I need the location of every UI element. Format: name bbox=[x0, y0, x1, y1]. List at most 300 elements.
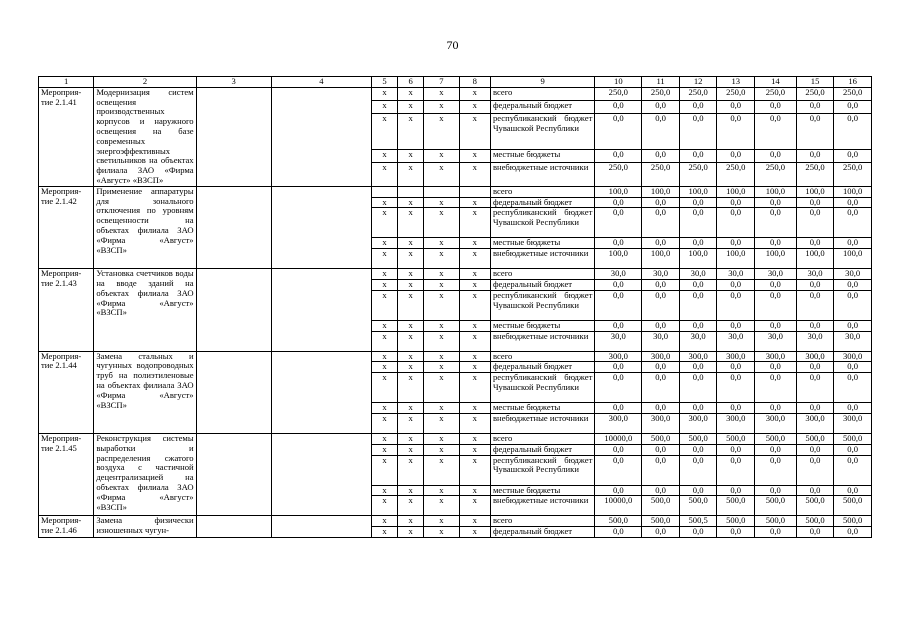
amount-cell: 100,0 bbox=[679, 249, 717, 269]
amount-cell: 0,0 bbox=[834, 113, 872, 149]
code-cell: x bbox=[398, 208, 424, 238]
amount-cell: 0,0 bbox=[796, 208, 834, 238]
funding-source: федеральный бюджет bbox=[490, 527, 594, 538]
code-cell: x bbox=[459, 496, 490, 516]
amount-cell: 0,0 bbox=[642, 403, 680, 414]
code-cell: x bbox=[424, 113, 459, 149]
amount-cell: 500,0 bbox=[679, 433, 717, 444]
empty-cell bbox=[196, 269, 271, 351]
amount-cell: 0,0 bbox=[595, 279, 642, 290]
amount-cell: 500,0 bbox=[717, 433, 755, 444]
amount-cell: 0,0 bbox=[717, 238, 755, 249]
measure-description: Модернизация систем освещения производственных корпусов и наружного освещения на базе современных энергоэффективных светильников на объектах филиала ЗАО «Фирма «Август» «ВЗСП» bbox=[94, 87, 196, 186]
amount-cell: 30,0 bbox=[717, 269, 755, 280]
funding-source: внебюджетные источники bbox=[490, 496, 594, 516]
funding-source: республиканский бюджет Чувашской Республики bbox=[490, 113, 594, 149]
amount-cell: 0,0 bbox=[796, 290, 834, 320]
code-cell: x bbox=[371, 527, 397, 538]
amount-cell: 0,0 bbox=[796, 444, 834, 455]
code-cell: x bbox=[371, 149, 397, 162]
amount-cell: 500,0 bbox=[717, 516, 755, 527]
code-cell: x bbox=[459, 279, 490, 290]
code-cell: x bbox=[424, 87, 459, 100]
code-cell: x bbox=[398, 249, 424, 269]
amount-cell: 500,0 bbox=[796, 496, 834, 516]
amount-cell: 0,0 bbox=[679, 403, 717, 414]
amount-cell: 0,0 bbox=[717, 208, 755, 238]
amount-cell: 100,0 bbox=[717, 186, 755, 197]
amount-cell: 250,0 bbox=[595, 87, 642, 100]
funding-source: местные бюджеты bbox=[490, 403, 594, 414]
amount-cell: 0,0 bbox=[755, 362, 797, 373]
amount-cell: 300,0 bbox=[679, 413, 717, 433]
amount-cell: 0,0 bbox=[755, 455, 797, 485]
amount-cell: 0,0 bbox=[717, 290, 755, 320]
code-cell: x bbox=[424, 197, 459, 208]
amount-cell: 0,0 bbox=[679, 455, 717, 485]
column-number: 12 bbox=[679, 77, 717, 88]
amount-cell: 100,0 bbox=[595, 249, 642, 269]
funding-source: федеральный бюджет bbox=[490, 444, 594, 455]
amount-cell: 0,0 bbox=[679, 527, 717, 538]
code-cell: x bbox=[371, 351, 397, 362]
amount-cell: 30,0 bbox=[642, 331, 680, 351]
amount-cell: 0,0 bbox=[595, 238, 642, 249]
funding-table bbox=[38, 76, 872, 538]
amount-cell: 0,0 bbox=[796, 238, 834, 249]
amount-cell: 500,0 bbox=[642, 433, 680, 444]
amount-cell: 0,0 bbox=[679, 279, 717, 290]
column-number: 4 bbox=[271, 77, 371, 88]
amount-cell: 0,0 bbox=[642, 527, 680, 538]
amount-cell: 250,0 bbox=[796, 87, 834, 100]
code-cell: x bbox=[371, 279, 397, 290]
amount-cell: 0,0 bbox=[595, 149, 642, 162]
code-cell: x bbox=[424, 433, 459, 444]
column-number: 15 bbox=[796, 77, 834, 88]
amount-cell: 500,0 bbox=[834, 433, 872, 444]
amount-cell: 0,0 bbox=[642, 455, 680, 485]
amount-cell: 0,0 bbox=[717, 362, 755, 373]
code-cell: x bbox=[371, 208, 397, 238]
code-cell: x bbox=[398, 433, 424, 444]
amount-cell: 100,0 bbox=[679, 186, 717, 197]
code-cell: x bbox=[424, 444, 459, 455]
amount-cell: 0,0 bbox=[755, 197, 797, 208]
code-cell: x bbox=[371, 249, 397, 269]
code-cell: x bbox=[371, 433, 397, 444]
code-cell: x bbox=[371, 269, 397, 280]
empty-cell bbox=[271, 269, 371, 351]
measure-code: Мероприя-тие 2.1.43 bbox=[39, 269, 94, 351]
code-cell: x bbox=[424, 351, 459, 362]
funding-source: всего bbox=[490, 351, 594, 362]
code-cell: x bbox=[459, 403, 490, 414]
amount-cell: 300,0 bbox=[679, 351, 717, 362]
code-cell: x bbox=[371, 362, 397, 373]
code-cell: x bbox=[398, 197, 424, 208]
amount-cell: 0,0 bbox=[642, 279, 680, 290]
code-cell: x bbox=[424, 162, 459, 186]
code-cell: x bbox=[398, 279, 424, 290]
column-number: 10 bbox=[595, 77, 642, 88]
code-cell: x bbox=[459, 455, 490, 485]
column-number: 9 bbox=[490, 77, 594, 88]
code-cell: x bbox=[398, 455, 424, 485]
measure-code: Мероприя-тие 2.1.41 bbox=[39, 87, 94, 186]
code-cell bbox=[459, 186, 490, 197]
amount-cell: 0,0 bbox=[755, 320, 797, 331]
amount-cell: 0,0 bbox=[834, 279, 872, 290]
code-cell: x bbox=[371, 87, 397, 100]
amount-cell: 100,0 bbox=[755, 186, 797, 197]
amount-cell: 30,0 bbox=[755, 269, 797, 280]
code-cell: x bbox=[398, 351, 424, 362]
column-number: 8 bbox=[459, 77, 490, 88]
amount-cell: 0,0 bbox=[755, 279, 797, 290]
amount-cell: 0,0 bbox=[834, 455, 872, 485]
amount-cell: 0,0 bbox=[642, 362, 680, 373]
code-cell: x bbox=[371, 100, 397, 113]
amount-cell: 0,0 bbox=[595, 373, 642, 403]
amount-cell: 100,0 bbox=[642, 186, 680, 197]
funding-source: внебюджетные источники bbox=[490, 249, 594, 269]
code-cell bbox=[398, 186, 424, 197]
code-cell: x bbox=[424, 249, 459, 269]
amount-cell: 0,0 bbox=[642, 238, 680, 249]
amount-cell: 250,0 bbox=[755, 162, 797, 186]
code-cell: x bbox=[459, 87, 490, 100]
amount-cell: 0,0 bbox=[834, 149, 872, 162]
amount-cell: 0,0 bbox=[834, 403, 872, 414]
table-row bbox=[39, 186, 872, 197]
amount-cell: 0,0 bbox=[679, 238, 717, 249]
code-cell: x bbox=[459, 527, 490, 538]
amount-cell: 0,0 bbox=[834, 197, 872, 208]
empty-cell bbox=[196, 87, 271, 186]
amount-cell: 0,0 bbox=[642, 113, 680, 149]
code-cell: x bbox=[398, 403, 424, 414]
amount-cell: 0,0 bbox=[796, 279, 834, 290]
amount-cell: 500,0 bbox=[595, 516, 642, 527]
code-cell: x bbox=[459, 162, 490, 186]
amount-cell: 100,0 bbox=[717, 249, 755, 269]
amount-cell: 0,0 bbox=[755, 100, 797, 113]
amount-cell: 300,0 bbox=[717, 413, 755, 433]
code-cell: x bbox=[459, 320, 490, 331]
column-number: 2 bbox=[94, 77, 196, 88]
amount-cell: 0,0 bbox=[796, 485, 834, 496]
empty-cell bbox=[196, 516, 271, 538]
amount-cell: 0,0 bbox=[595, 403, 642, 414]
code-cell: x bbox=[371, 320, 397, 331]
code-cell: x bbox=[398, 149, 424, 162]
code-cell: x bbox=[459, 351, 490, 362]
amount-cell: 0,0 bbox=[796, 362, 834, 373]
amount-cell: 0,0 bbox=[796, 373, 834, 403]
table-row bbox=[39, 269, 872, 280]
code-cell: x bbox=[398, 373, 424, 403]
code-cell: x bbox=[424, 208, 459, 238]
amount-cell: 0,0 bbox=[755, 485, 797, 496]
funding-source: местные бюджеты bbox=[490, 485, 594, 496]
empty-cell bbox=[271, 433, 371, 515]
column-number: 11 bbox=[642, 77, 680, 88]
amount-cell: 0,0 bbox=[796, 527, 834, 538]
amount-cell: 0,0 bbox=[642, 373, 680, 403]
amount-cell: 500,0 bbox=[834, 516, 872, 527]
amount-cell: 500,0 bbox=[755, 496, 797, 516]
code-cell: x bbox=[424, 496, 459, 516]
amount-cell: 0,0 bbox=[679, 100, 717, 113]
code-cell: x bbox=[371, 444, 397, 455]
amount-cell: 0,0 bbox=[595, 455, 642, 485]
amount-cell: 0,0 bbox=[679, 290, 717, 320]
amount-cell: 0,0 bbox=[595, 290, 642, 320]
amount-cell: 500,0 bbox=[642, 496, 680, 516]
code-cell: x bbox=[371, 485, 397, 496]
funding-source: федеральный бюджет bbox=[490, 100, 594, 113]
code-cell: x bbox=[398, 362, 424, 373]
amount-cell: 0,0 bbox=[595, 444, 642, 455]
amount-cell: 0,0 bbox=[595, 527, 642, 538]
column-number: 3 bbox=[196, 77, 271, 88]
amount-cell: 0,0 bbox=[717, 149, 755, 162]
code-cell: x bbox=[424, 331, 459, 351]
funding-source: всего bbox=[490, 433, 594, 444]
funding-source: федеральный бюджет bbox=[490, 279, 594, 290]
amount-cell: 500,0 bbox=[755, 516, 797, 527]
code-cell: x bbox=[371, 496, 397, 516]
funding-source: республиканский бюджет Чувашской Республики bbox=[490, 208, 594, 238]
amount-cell: 500,5 bbox=[679, 516, 717, 527]
code-cell: x bbox=[424, 100, 459, 113]
code-cell: x bbox=[459, 485, 490, 496]
amount-cell: 300,0 bbox=[642, 413, 680, 433]
code-cell: x bbox=[371, 197, 397, 208]
column-number: 6 bbox=[398, 77, 424, 88]
amount-cell: 0,0 bbox=[679, 149, 717, 162]
code-cell: x bbox=[424, 279, 459, 290]
code-cell: x bbox=[398, 290, 424, 320]
code-cell: x bbox=[371, 238, 397, 249]
code-cell: x bbox=[398, 413, 424, 433]
code-cell: x bbox=[424, 269, 459, 280]
amount-cell: 0,0 bbox=[834, 238, 872, 249]
empty-cell bbox=[271, 351, 371, 433]
funding-source: местные бюджеты bbox=[490, 149, 594, 162]
amount-cell: 30,0 bbox=[755, 331, 797, 351]
empty-cell bbox=[271, 516, 371, 538]
amount-cell: 0,0 bbox=[755, 290, 797, 320]
amount-cell: 0,0 bbox=[717, 485, 755, 496]
code-cell: x bbox=[459, 149, 490, 162]
amount-cell: 0,0 bbox=[796, 100, 834, 113]
code-cell bbox=[371, 186, 397, 197]
amount-cell: 0,0 bbox=[595, 113, 642, 149]
amount-cell: 30,0 bbox=[796, 331, 834, 351]
code-cell: x bbox=[459, 413, 490, 433]
amount-cell: 0,0 bbox=[755, 444, 797, 455]
measure-description: Применение аппаратуры для зонального отключения по уровням освещенности на объектах филиала ЗАО «Фирма «Август» «ВЗСП» bbox=[94, 186, 196, 268]
table-row bbox=[39, 433, 872, 444]
amount-cell: 100,0 bbox=[834, 249, 872, 269]
amount-cell: 30,0 bbox=[717, 331, 755, 351]
amount-cell: 30,0 bbox=[595, 269, 642, 280]
amount-cell: 30,0 bbox=[796, 269, 834, 280]
table-row bbox=[39, 351, 872, 362]
amount-cell: 0,0 bbox=[642, 100, 680, 113]
code-cell: x bbox=[371, 516, 397, 527]
amount-cell: 500,0 bbox=[796, 516, 834, 527]
amount-cell: 0,0 bbox=[717, 279, 755, 290]
funding-source: всего bbox=[490, 186, 594, 197]
code-cell: x bbox=[459, 269, 490, 280]
funding-source: внебюджетные источники bbox=[490, 162, 594, 186]
code-cell: x bbox=[424, 403, 459, 414]
measure-description: Реконструкция системы выработки и распределения сжатого воздуха с частичной децентрализацией на объектах филиала ЗАО «Фирма «Август» «ВЗСП» bbox=[94, 433, 196, 515]
amount-cell: 100,0 bbox=[642, 249, 680, 269]
amount-cell: 0,0 bbox=[679, 197, 717, 208]
code-cell: x bbox=[424, 516, 459, 527]
amount-cell: 0,0 bbox=[796, 455, 834, 485]
code-cell: x bbox=[424, 238, 459, 249]
column-number-row bbox=[39, 77, 872, 88]
amount-cell: 300,0 bbox=[595, 351, 642, 362]
amount-cell: 0,0 bbox=[642, 485, 680, 496]
amount-cell: 0,0 bbox=[834, 320, 872, 331]
amount-cell: 300,0 bbox=[755, 413, 797, 433]
amount-cell: 0,0 bbox=[595, 197, 642, 208]
amount-cell: 0,0 bbox=[717, 320, 755, 331]
code-cell: x bbox=[459, 249, 490, 269]
code-cell: x bbox=[459, 444, 490, 455]
amount-cell: 0,0 bbox=[717, 197, 755, 208]
amount-cell: 250,0 bbox=[796, 162, 834, 186]
code-cell: x bbox=[398, 527, 424, 538]
code-cell: x bbox=[459, 290, 490, 320]
empty-cell bbox=[271, 87, 371, 186]
amount-cell: 0,0 bbox=[796, 403, 834, 414]
measure-code: Мероприя-тие 2.1.42 bbox=[39, 186, 94, 268]
amount-cell: 0,0 bbox=[834, 290, 872, 320]
amount-cell: 0,0 bbox=[679, 444, 717, 455]
measure-description: Установка счетчиков воды на вводе зданий на объектах филиала ЗАО «Фирма «Август» «ВЗСП» bbox=[94, 269, 196, 351]
amount-cell: 300,0 bbox=[834, 351, 872, 362]
amount-cell: 300,0 bbox=[755, 351, 797, 362]
amount-cell: 0,0 bbox=[755, 373, 797, 403]
funding-source: республиканский бюджет Чувашской Республики bbox=[490, 455, 594, 485]
measure-code: Мероприя-тие 2.1.44 bbox=[39, 351, 94, 433]
amount-cell: 0,0 bbox=[679, 208, 717, 238]
column-number: 13 bbox=[717, 77, 755, 88]
table-row bbox=[39, 516, 872, 527]
amount-cell: 0,0 bbox=[679, 362, 717, 373]
amount-cell: 100,0 bbox=[595, 186, 642, 197]
amount-cell: 0,0 bbox=[717, 113, 755, 149]
amount-cell: 10000,0 bbox=[595, 496, 642, 516]
code-cell: x bbox=[398, 320, 424, 331]
amount-cell: 500,0 bbox=[796, 433, 834, 444]
amount-cell: 0,0 bbox=[717, 444, 755, 455]
amount-cell: 30,0 bbox=[834, 269, 872, 280]
amount-cell: 100,0 bbox=[796, 249, 834, 269]
code-cell: x bbox=[371, 403, 397, 414]
code-cell: x bbox=[424, 455, 459, 485]
code-cell: x bbox=[424, 373, 459, 403]
amount-cell: 0,0 bbox=[834, 444, 872, 455]
amount-cell: 300,0 bbox=[595, 413, 642, 433]
amount-cell: 0,0 bbox=[679, 485, 717, 496]
amount-cell: 300,0 bbox=[834, 413, 872, 433]
amount-cell: 0,0 bbox=[642, 197, 680, 208]
amount-cell: 0,0 bbox=[717, 527, 755, 538]
empty-cell bbox=[196, 433, 271, 515]
code-cell: x bbox=[371, 373, 397, 403]
amount-cell: 0,0 bbox=[595, 485, 642, 496]
amount-cell: 30,0 bbox=[642, 269, 680, 280]
table-row bbox=[39, 87, 872, 100]
column-number: 7 bbox=[424, 77, 459, 88]
amount-cell: 500,0 bbox=[717, 496, 755, 516]
amount-cell: 250,0 bbox=[834, 162, 872, 186]
code-cell: x bbox=[424, 527, 459, 538]
amount-cell: 250,0 bbox=[717, 87, 755, 100]
funding-source: республиканский бюджет Чувашской Республики bbox=[490, 290, 594, 320]
amount-cell: 0,0 bbox=[717, 455, 755, 485]
amount-cell: 0,0 bbox=[755, 403, 797, 414]
amount-cell: 0,0 bbox=[834, 485, 872, 496]
amount-cell: 0,0 bbox=[755, 149, 797, 162]
amount-cell: 0,0 bbox=[755, 113, 797, 149]
measure-description: Замена физически изношенных чугун- bbox=[94, 516, 196, 538]
amount-cell: 0,0 bbox=[642, 208, 680, 238]
amount-cell: 250,0 bbox=[679, 162, 717, 186]
amount-cell: 300,0 bbox=[642, 351, 680, 362]
amount-cell: 30,0 bbox=[595, 331, 642, 351]
funding-source: внебюджетные источники bbox=[490, 413, 594, 433]
amount-cell: 250,0 bbox=[595, 162, 642, 186]
amount-cell: 0,0 bbox=[755, 208, 797, 238]
amount-cell: 0,0 bbox=[717, 403, 755, 414]
amount-cell: 500,0 bbox=[679, 496, 717, 516]
code-cell: x bbox=[371, 162, 397, 186]
code-cell: x bbox=[459, 373, 490, 403]
amount-cell: 0,0 bbox=[834, 373, 872, 403]
amount-cell: 0,0 bbox=[796, 149, 834, 162]
amount-cell: 30,0 bbox=[834, 331, 872, 351]
funding-source: республиканский бюджет Чувашской Республики bbox=[490, 373, 594, 403]
amount-cell: 500,0 bbox=[642, 516, 680, 527]
code-cell: x bbox=[459, 197, 490, 208]
code-cell: x bbox=[459, 208, 490, 238]
code-cell bbox=[424, 186, 459, 197]
amount-cell: 250,0 bbox=[679, 87, 717, 100]
amount-cell: 0,0 bbox=[796, 197, 834, 208]
amount-cell: 500,0 bbox=[755, 433, 797, 444]
code-cell: x bbox=[424, 149, 459, 162]
code-cell: x bbox=[459, 100, 490, 113]
amount-cell: 0,0 bbox=[595, 208, 642, 238]
amount-cell: 100,0 bbox=[834, 186, 872, 197]
amount-cell: 0,0 bbox=[679, 320, 717, 331]
amount-cell: 250,0 bbox=[717, 162, 755, 186]
amount-cell: 250,0 bbox=[642, 87, 680, 100]
code-cell: x bbox=[459, 362, 490, 373]
code-cell: x bbox=[371, 413, 397, 433]
amount-cell: 0,0 bbox=[642, 320, 680, 331]
amount-cell: 0,0 bbox=[642, 444, 680, 455]
